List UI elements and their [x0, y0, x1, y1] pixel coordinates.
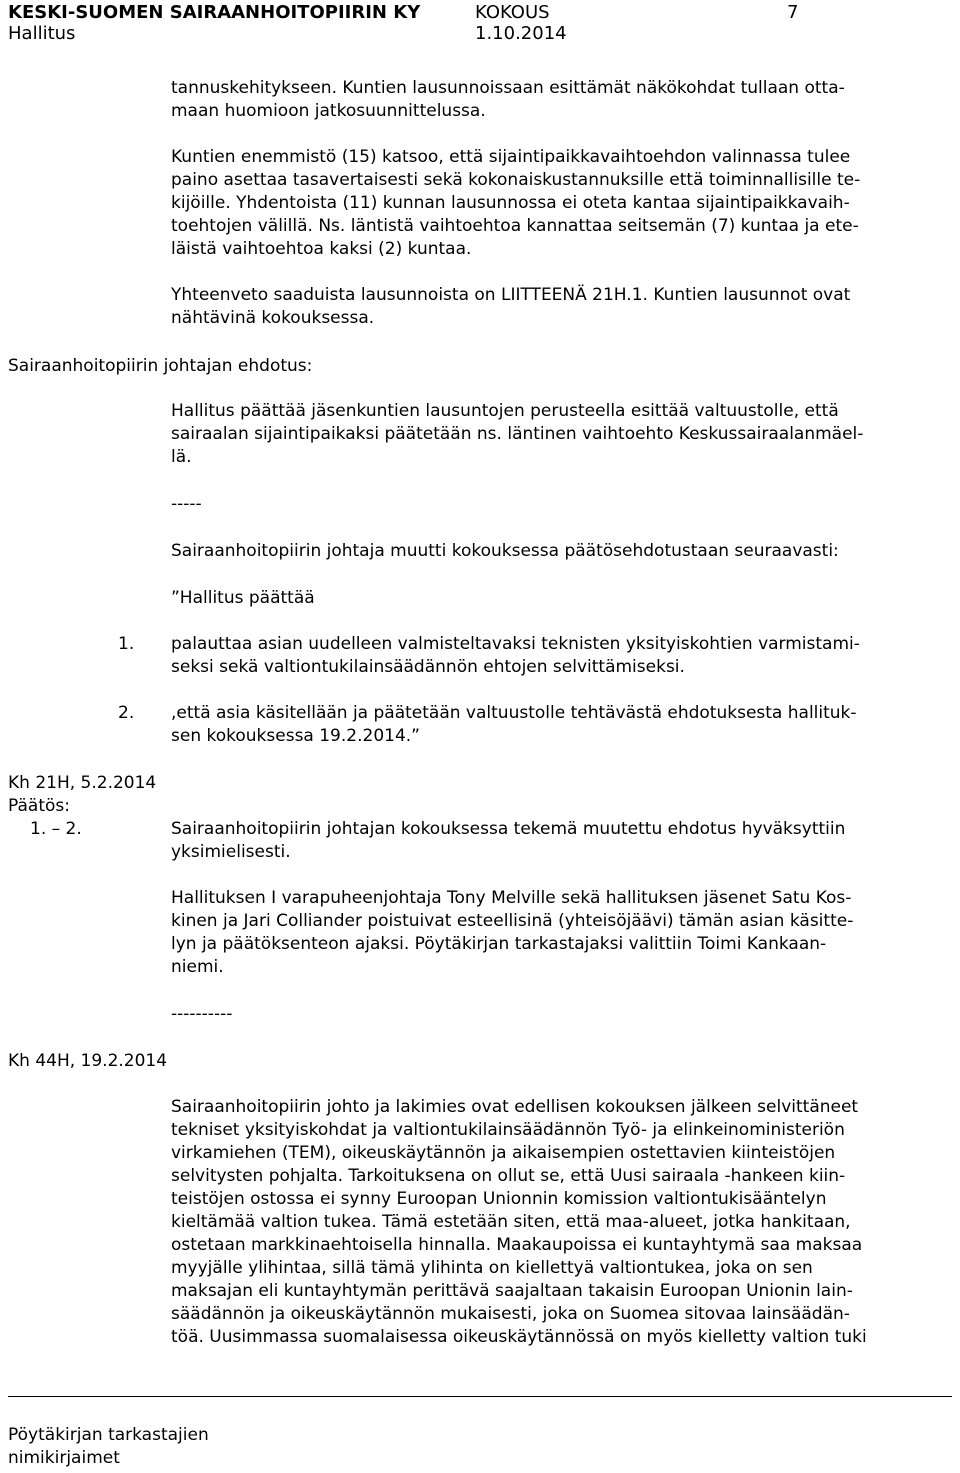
note-line: niemi.: [171, 957, 224, 977]
paragraph-line: säädännön ja oikeuskäytännön mukaisesti, joka on Suomea sitovaa lainsäädän-: [171, 1304, 850, 1324]
decision-line: Sairaanhoitopiirin johtajan kokouksessa tekemä muutettu ehdotus hyväksyttiin: [171, 819, 846, 839]
paragraph-line: maan huomioon jatkosuunnittelussa.: [171, 101, 486, 121]
item-line: ,että asia käsitellään ja päätetään valtuustolle tehtävästä ehdotuksesta hallituk-: [171, 703, 857, 723]
paragraph-line: kijöille. Yhdentoista (11) kunnan lausunnossa ei oteta kantaa sijaintipaikkavaih-: [171, 193, 850, 213]
paragraph-line: toehtojen välillä. Ns. läntistä vaihtoehtoa kannattaa seitsemän (7) kuntaa ja ete-: [171, 216, 859, 236]
paragraph-line: nähtävinä kokouksessa.: [171, 308, 375, 328]
note-line: Hallituksen I varapuheenjohtaja Tony Melville sekä hallituksen jäsenet Satu Kos-: [171, 888, 852, 908]
footer-label: nimikirjaimet: [8, 1448, 120, 1468]
meeting-reference: Kh 44H, 19.2.2014: [8, 1051, 168, 1071]
separator-dashes: -----: [171, 494, 202, 514]
paragraph-line: Sairaanhoitopiirin johtaja muutti kokouksessa päätösehdotustaan seuraavasti:: [171, 541, 839, 561]
separator-dashes: ----------: [171, 1004, 233, 1024]
paragraph-line: ostetaan markkinaehtoisella hinnalla. Maakaupoissa ei kuntayhtymä saa maksaa: [171, 1235, 863, 1255]
meeting-reference: Kh 21H, 5.2.2014: [8, 773, 157, 793]
note-line: lyn ja päätöksenteon ajaksi. Pöytäkirjan tarkastajaksi valittiin Toimi Kankaan-: [171, 934, 827, 954]
item-line: palauttaa asian uudelleen valmisteltavaksi teknisten yksityiskohtien varmistami-: [171, 634, 860, 654]
paragraph-line: tekniset yksityiskohdat ja valtiontukilainsäädännön Työ- ja elinkeinoministeriön: [171, 1120, 845, 1140]
paragraph-line: Kuntien enemmistö (15) katsoo, että sijaintipaikkavaihtoehdon valinnassa tulee: [171, 147, 851, 167]
org-name: KESKI-SUOMEN SAIRAANHOITOPIIRIN KY: [8, 2, 421, 23]
footer-divider: [8, 1396, 952, 1397]
paragraph-line: selvitysten pohjalta. Tarkoituksena on ollut se, että Uusi sairaala -hankeen kiin-: [171, 1166, 846, 1186]
paragraph-line: töä. Uusimmassa suomalaisessa oikeuskäytännössä on myös kielletty valtion tuki: [171, 1327, 867, 1347]
decision-line: yksimielisesti.: [171, 842, 291, 862]
note-line: kinen ja Jari Colliander poistuivat esteellisinä (yhteisöjäävi) tämän asian käsitte-: [171, 911, 854, 931]
paragraph-line: ”Hallitus päättää: [171, 588, 315, 608]
decision-range: 1. – 2.: [30, 819, 82, 839]
item-number: 2.: [118, 703, 135, 723]
paragraph-line: virkamiehen (TEM), oikeuskäytännön ja aikaisempien ostettavien kiinteistöjen: [171, 1143, 836, 1163]
paragraph-line: tannuskehitykseen. Kuntien lausunnoissaan esittämät näkökohdat tullaan otta-: [171, 78, 845, 98]
paragraph-line: Sairaanhoitopiirin johto ja lakimies ovat edellisen kokouksen jälkeen selvittäneet: [171, 1097, 859, 1117]
paragraph-line: lä.: [171, 447, 192, 467]
footer-label: Pöytäkirjan tarkastajien: [8, 1425, 209, 1445]
page-number: 7: [787, 2, 799, 23]
paragraph-line: sairaalan sijaintipaikaksi päätetään ns. läntinen vaihtoehto Keskussairaalanmäel-: [171, 424, 864, 444]
decision-label: Päätös:: [8, 796, 70, 816]
paragraph-line: myyjälle ylihintaa, sillä tämä ylihinta on kiellettyä valtiontukea, joka on sen: [171, 1258, 813, 1278]
item-number: 1.: [118, 634, 135, 654]
doc-type: KOKOUS: [475, 2, 550, 23]
paragraph-line: paino asettaa tasavertaisesti sekä kokonaiskustannuksille että toiminnallisille te-: [171, 170, 861, 190]
proposal-label: Sairaanhoitopiirin johtajan ehdotus:: [8, 356, 313, 376]
paragraph-line: kieltämää valtion tukea. Tämä estetään siten, että maa-alueet, jotka hankitaan,: [171, 1212, 851, 1232]
paragraph-line: maksajan eli kuntayhtymän perittävä saajaltaan takaisin Euroopan Unionin lain-: [171, 1281, 853, 1301]
body-name: Hallitus: [8, 23, 76, 44]
paragraph-line: teistöjen ostossa ei synny Euroopan Unionnin komission valtiontukisääntelyn: [171, 1189, 827, 1209]
paragraph-line: Yhteenveto saaduista lausunnoista on LIITTEENÄ 21H.1. Kuntien lausunnot ovat: [171, 285, 851, 305]
paragraph-line: läistä vaihtoehtoa kaksi (2) kuntaa.: [171, 239, 472, 259]
item-line: sen kokouksessa 19.2.2014.”: [171, 726, 420, 746]
meeting-date: 1.10.2014: [475, 23, 567, 44]
paragraph-line: Hallitus päättää jäsenkuntien lausuntojen perusteella esittää valtuustolle, että: [171, 401, 839, 421]
item-line: seksi sekä valtiontukilainsäädännön ehtojen selvittämiseksi.: [171, 657, 685, 677]
